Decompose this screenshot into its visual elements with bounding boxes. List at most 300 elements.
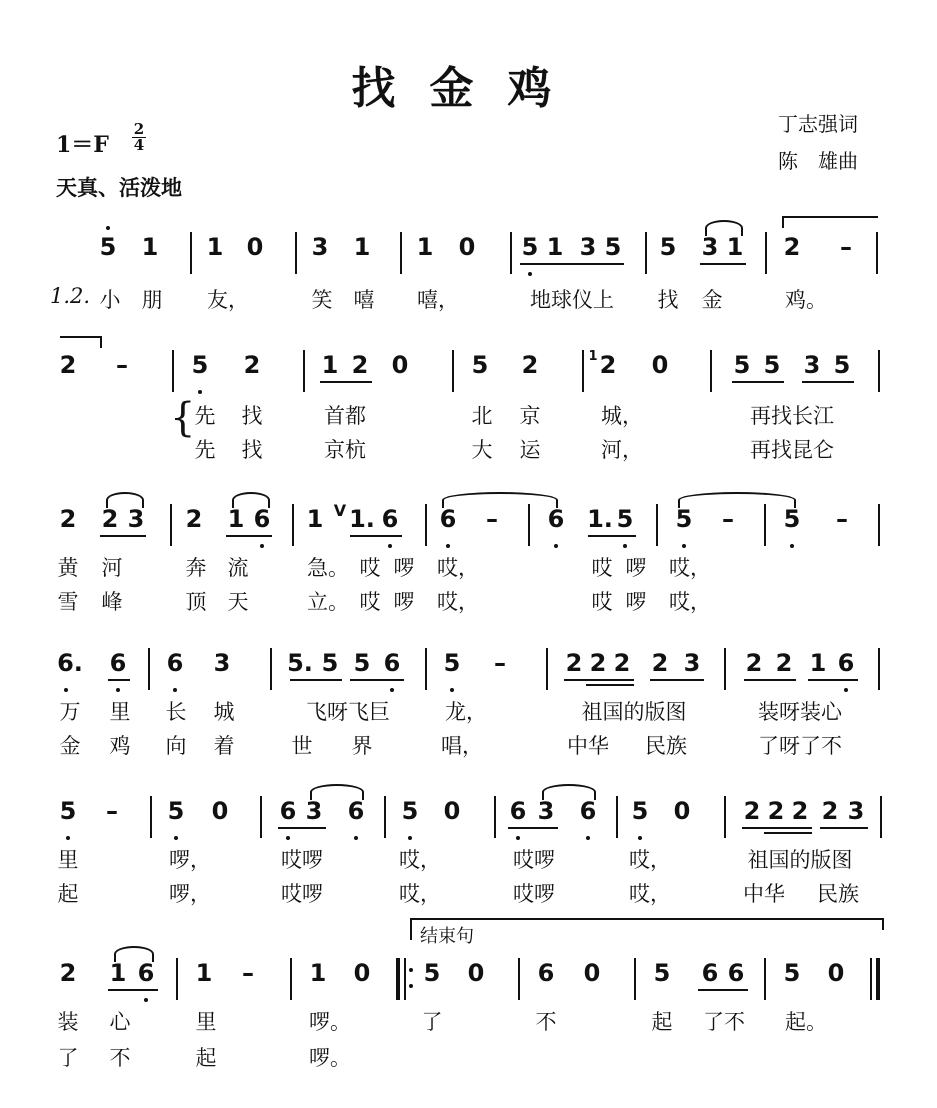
lyric: 峰	[101, 590, 123, 614]
note: 5	[59, 797, 77, 825]
octave-dot-low	[64, 688, 68, 692]
lyric: 哎，	[629, 882, 671, 906]
barline	[518, 958, 520, 1000]
barline	[878, 350, 880, 392]
note: 1.	[349, 505, 375, 533]
note: 3	[213, 649, 231, 677]
lyric: 哎啰	[281, 848, 323, 872]
lyric: 急。	[307, 556, 349, 580]
note: 1	[306, 505, 324, 533]
lyric: 中华	[567, 734, 609, 758]
octave-dot-low	[66, 836, 70, 840]
note: 1	[309, 959, 327, 987]
lyric: 哎，	[437, 556, 479, 580]
lyric: 友，	[207, 288, 249, 312]
beam	[290, 679, 342, 681]
tie-start	[782, 216, 878, 228]
note: 5	[659, 233, 677, 261]
tie	[678, 492, 796, 508]
lyric: 里	[57, 848, 79, 872]
slur	[232, 492, 270, 508]
octave-dot-low	[682, 544, 686, 548]
note: 1	[546, 233, 564, 261]
beam	[508, 827, 558, 829]
verse-brace: {	[170, 395, 196, 441]
barline	[425, 648, 427, 690]
barline	[176, 958, 178, 1000]
lyric: 嘻	[353, 288, 375, 312]
lyric: 啰。	[309, 1010, 351, 1034]
note: 2	[821, 797, 839, 825]
barline	[292, 504, 294, 546]
octave-dot-low	[528, 272, 532, 276]
lyric: 心	[109, 1010, 131, 1034]
note: 1	[109, 959, 127, 987]
barline	[290, 958, 292, 1000]
octave-dot-low	[790, 544, 794, 548]
lyric: 首都	[324, 404, 366, 428]
note: 5	[191, 351, 209, 379]
octave-dot-low	[408, 836, 412, 840]
slur	[114, 946, 154, 962]
lyric: 哎，	[669, 590, 711, 614]
note: 6	[837, 649, 855, 677]
note: –	[242, 959, 254, 987]
octave-dot-low	[586, 836, 590, 840]
lyric: 哎，	[437, 590, 479, 614]
lyric: 界	[351, 734, 373, 758]
note: 5	[783, 505, 801, 533]
lyric: 起	[195, 1046, 217, 1070]
repeat-dot	[409, 984, 413, 988]
note: 2	[783, 233, 801, 261]
lyric: 啰，	[169, 848, 211, 872]
lyric: 大	[471, 438, 493, 462]
note: 0	[391, 351, 409, 379]
note: 5	[471, 351, 489, 379]
lyric: 哎	[591, 590, 613, 614]
barline	[724, 648, 726, 690]
note: 2	[59, 959, 77, 987]
note: 5	[653, 959, 671, 987]
octave-dot-low	[198, 390, 202, 394]
note: 2	[791, 797, 809, 825]
key-signature: 1＝F	[56, 132, 109, 158]
lyric: 城	[213, 700, 235, 724]
note: 6.	[57, 649, 83, 677]
note: 3	[305, 797, 323, 825]
note: 5	[423, 959, 441, 987]
note: 5	[675, 505, 693, 533]
note: 5	[353, 649, 371, 677]
barline	[645, 232, 647, 274]
octave-dot-low	[354, 836, 358, 840]
lyric: 啰，	[169, 882, 211, 906]
beam-double	[764, 832, 812, 834]
slur	[705, 220, 743, 236]
note: 0	[583, 959, 601, 987]
time-signature	[132, 122, 146, 153]
lyric: 先	[194, 404, 216, 428]
note: 6	[727, 959, 745, 987]
lyric: 找	[657, 288, 679, 312]
lyric: 京	[519, 404, 541, 428]
note: 5	[783, 959, 801, 987]
note: 6	[381, 505, 399, 533]
final-barline-thick	[876, 958, 880, 1000]
note: 2	[521, 351, 539, 379]
octave-dot-low	[286, 836, 290, 840]
lyric: 再找长江	[750, 404, 834, 428]
note: 5.	[287, 649, 313, 677]
lyric: 运	[519, 438, 541, 462]
note: 6	[547, 505, 565, 533]
lyric: 哎	[359, 590, 381, 614]
note: –	[486, 505, 498, 533]
lyric: 北	[471, 404, 493, 428]
note: 1	[321, 351, 339, 379]
note: 6	[347, 797, 365, 825]
note: 6	[509, 797, 527, 825]
octave-dot-low	[144, 998, 148, 1002]
time-numerator: 2	[133, 120, 145, 138]
note: 0	[467, 959, 485, 987]
note: 2	[565, 649, 583, 677]
lyric: 向	[165, 734, 187, 758]
lyric: 龙，	[445, 700, 487, 724]
lyric: 哎啰	[281, 882, 323, 906]
lyric: 万	[59, 700, 81, 724]
lyric: 啰	[393, 556, 415, 580]
lyric: 再找昆仑	[750, 438, 834, 462]
note: 1	[141, 233, 159, 261]
barline	[510, 232, 512, 274]
barline	[876, 232, 878, 274]
beam	[732, 381, 784, 383]
barline	[170, 504, 172, 546]
note: 0	[353, 959, 371, 987]
lyric: 先	[194, 438, 216, 462]
note: 2	[101, 505, 119, 533]
beam	[108, 989, 158, 991]
note: 6	[137, 959, 155, 987]
note: 2	[243, 351, 261, 379]
octave-dot-low	[638, 836, 642, 840]
lyric: 祖国的版图	[581, 700, 687, 724]
barline	[148, 648, 150, 690]
final-barline-thin	[870, 958, 872, 1000]
lyric: 找	[241, 438, 263, 462]
octave-dot-low	[116, 688, 120, 692]
octave-dot-low	[623, 544, 627, 548]
lyric: 哎	[591, 556, 613, 580]
lyric: 唱，	[441, 734, 483, 758]
note: 3	[701, 233, 719, 261]
note: 6	[537, 959, 555, 987]
lyric: 了呀了不	[758, 734, 842, 758]
lyric: 奔	[185, 556, 207, 580]
tie-end	[60, 336, 102, 348]
lyric: 河，	[601, 438, 643, 462]
lyric: 哎啰	[513, 848, 555, 872]
note: 0	[458, 233, 476, 261]
lyric: 鸡。	[785, 288, 827, 312]
note: 3	[579, 233, 597, 261]
lyric: 啰。	[309, 1046, 351, 1070]
barline	[656, 504, 658, 546]
note: 5	[616, 505, 634, 533]
note: 0	[246, 233, 264, 261]
note: 0	[211, 797, 229, 825]
note: 2	[351, 351, 369, 379]
barline	[172, 350, 174, 392]
note: 2	[59, 351, 77, 379]
beam	[744, 679, 796, 681]
repeat-barline-thin	[404, 958, 406, 1000]
lyric: 装呀装心	[758, 700, 842, 724]
octave-dot-low	[554, 544, 558, 548]
repeat-dot	[409, 968, 413, 972]
lyric: 民族	[817, 882, 859, 906]
note: 2	[589, 649, 607, 677]
lyric: 顶	[185, 590, 207, 614]
octave-dot-low	[450, 688, 454, 692]
note: –	[836, 505, 848, 533]
barline	[384, 796, 386, 838]
note: 5	[604, 233, 622, 261]
lyric: 着	[213, 734, 235, 758]
barline	[878, 648, 880, 690]
octave-dot-low	[174, 836, 178, 840]
note: 3	[847, 797, 865, 825]
barline	[710, 350, 712, 392]
barline	[425, 504, 427, 546]
beam	[226, 535, 272, 537]
note: 1	[353, 233, 371, 261]
barline	[150, 796, 152, 838]
octave-dot-low	[446, 544, 450, 548]
lyric: 地球仪上	[530, 288, 614, 312]
lyric: 小	[99, 288, 121, 312]
lyric: 啰	[625, 590, 647, 614]
slur	[310, 784, 364, 800]
barline	[724, 796, 726, 838]
lyric: 找	[241, 404, 263, 428]
note: 5	[321, 649, 339, 677]
lyric: 啰	[625, 556, 647, 580]
barline	[494, 796, 496, 838]
note: 2	[599, 351, 617, 379]
note: 1	[726, 233, 744, 261]
lyric: 起	[651, 1010, 673, 1034]
lyric: 不	[535, 1010, 557, 1034]
barline	[452, 350, 454, 392]
octave-dot-low	[173, 688, 177, 692]
note: –	[106, 797, 118, 825]
verse-number: 1.2.	[50, 284, 91, 308]
ending-bracket	[410, 918, 882, 947]
barline	[616, 796, 618, 838]
note: 5	[521, 233, 539, 261]
lyric: 哎啰	[513, 882, 555, 906]
note: –	[722, 505, 734, 533]
beam	[564, 679, 634, 681]
beam	[278, 827, 326, 829]
tempo-marking: 天真、活泼地	[56, 176, 182, 200]
beam	[808, 679, 858, 681]
note: 1	[227, 505, 245, 533]
lyric: 金	[701, 288, 723, 312]
note: 3	[803, 351, 821, 379]
barline	[582, 350, 584, 392]
lyric: 笑	[311, 288, 333, 312]
lyric: 装	[57, 1010, 79, 1034]
note: 2	[185, 505, 203, 533]
lyric: 了不	[703, 1010, 745, 1034]
lyric: 河	[101, 556, 123, 580]
lyric: 金	[59, 734, 81, 758]
note: 6	[439, 505, 457, 533]
octave-dot-low	[260, 544, 264, 548]
note: 2	[651, 649, 669, 677]
note: 0	[651, 351, 669, 379]
octave-dot-low	[844, 688, 848, 692]
note: 6	[253, 505, 271, 533]
beam	[742, 827, 812, 829]
octave-dot-low	[388, 544, 392, 548]
beam	[698, 989, 748, 991]
lyric: 哎，	[669, 556, 711, 580]
lyric: 哎，	[399, 848, 441, 872]
note: 5	[631, 797, 649, 825]
note: 2	[775, 649, 793, 677]
note: 0	[827, 959, 845, 987]
beam	[320, 381, 372, 383]
barline	[190, 232, 192, 274]
note: 1	[416, 233, 434, 261]
lyricist-credit: 丁志强词	[778, 112, 858, 136]
note: 0	[443, 797, 461, 825]
note: 5	[401, 797, 419, 825]
note: 0	[673, 797, 691, 825]
lyric: 鸡	[109, 734, 131, 758]
note: 6	[701, 959, 719, 987]
beam	[108, 679, 130, 681]
lyric: 民族	[645, 734, 687, 758]
lyric: 起。	[785, 1010, 827, 1034]
barline	[295, 232, 297, 274]
note: 2	[613, 649, 631, 677]
beam	[350, 535, 402, 537]
lyric: 不	[109, 1046, 131, 1070]
beam	[650, 679, 704, 681]
lyric: 流	[227, 556, 249, 580]
composer-credit: 陈 雄曲	[778, 149, 858, 173]
barline	[260, 796, 262, 838]
beam	[802, 381, 854, 383]
note: 1	[206, 233, 224, 261]
lyric: 雪	[57, 590, 79, 614]
grace-note: 1	[588, 349, 598, 364]
note: 3	[683, 649, 701, 677]
beam	[350, 679, 404, 681]
note: 6	[383, 649, 401, 677]
note: 6	[166, 649, 184, 677]
lyric: 城，	[601, 404, 643, 428]
lyric: 京杭	[324, 438, 366, 462]
barline	[270, 648, 272, 690]
song-title: 找金鸡	[351, 63, 586, 114]
slur	[542, 784, 596, 800]
beam	[820, 827, 868, 829]
lyric: 天	[227, 590, 249, 614]
note: 1.	[587, 505, 613, 533]
barline	[764, 958, 766, 1000]
note: 6	[109, 649, 127, 677]
repeat-barline	[396, 958, 400, 1000]
lyric: 啰	[393, 590, 415, 614]
lyric: 了	[421, 1010, 443, 1034]
note: 5	[833, 351, 851, 379]
lyric: 起	[57, 882, 79, 906]
barline	[764, 504, 766, 546]
note: 5	[99, 233, 117, 261]
lyric: 飞呀飞巨	[306, 700, 390, 724]
note: 2	[59, 505, 77, 533]
lyric: 黄	[57, 556, 79, 580]
note: 2	[767, 797, 785, 825]
beam-double	[586, 684, 634, 686]
barline	[528, 504, 530, 546]
barline	[878, 504, 880, 546]
lyric: 祖国的版图	[747, 848, 853, 872]
lyric: 里	[195, 1010, 217, 1034]
note: 3	[311, 233, 329, 261]
barline	[634, 958, 636, 1000]
beam	[100, 535, 146, 537]
octave-dot-low	[390, 688, 394, 692]
note: 2	[745, 649, 763, 677]
note: 6	[579, 797, 597, 825]
ending-bracket-tick	[882, 918, 884, 930]
note: 6	[279, 797, 297, 825]
barline	[400, 232, 402, 274]
note: –	[116, 351, 128, 379]
note: 5	[733, 351, 751, 379]
octave-dot-low	[516, 836, 520, 840]
note: 5	[443, 649, 461, 677]
tie	[442, 492, 558, 508]
slur	[106, 492, 144, 508]
lyric: 立。	[307, 590, 349, 614]
note: 3	[127, 505, 145, 533]
breath-mark: V	[333, 501, 347, 520]
note: –	[840, 233, 852, 261]
barline	[880, 796, 882, 838]
note: –	[494, 649, 506, 677]
lyric: 嘻，	[417, 288, 459, 312]
note: 5	[167, 797, 185, 825]
note: 1	[809, 649, 827, 677]
time-denominator: 4	[133, 136, 145, 154]
lyric: 哎，	[399, 882, 441, 906]
lyric: 长	[165, 700, 187, 724]
ending-label: 结束句	[420, 926, 474, 947]
note: 3	[537, 797, 555, 825]
barline	[765, 232, 767, 274]
lyric: 哎	[359, 556, 381, 580]
barline	[303, 350, 305, 392]
